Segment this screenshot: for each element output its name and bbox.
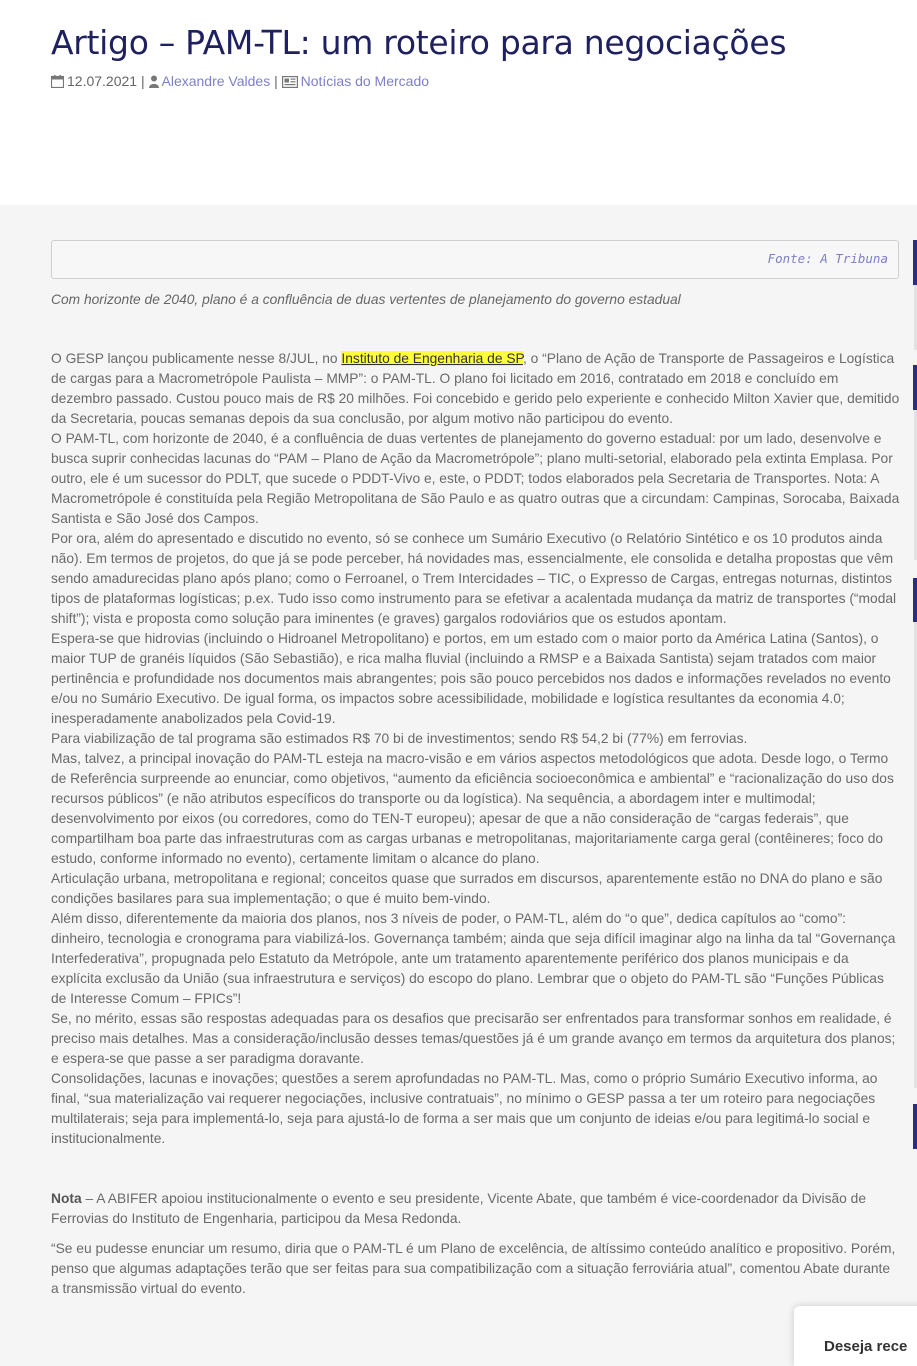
- paragraph: Por ora, além do apresentado e discutido no evento, só se conhece um Sumário Executivo (o Relatório Sintético e os 10 produtos ainda não). Em termos de projetos, do que já se pode perceber, há novidades mas, essencialmente, ele consolida e detalha propostas que vêm sendo amadurecidas plano após plano; como o Ferroanel, o Trem Intercidades – TIC, o Expresso de Cargas, entregas noturnas, distintos tipos de plataformas logísticas; p.ex. Tudo isso como instrumento para se efetivar a acalentada mudança da matriz de transportes (“modal shift”); vista e proposta como solução para iminentes (e graves) gargalos rodoviários que os estudos apontam.: [51, 531, 897, 626]
- meta-separator: |: [140, 73, 145, 89]
- paragraph: Além disso, diferentemente da maioria dos planos, nos 3 níveis de poder, o PAM-TL, além do “o que”, dedica capítulos ao “como”: dinheiro, tecnologia e cronograma para viabilizá-los. Governança também; ainda que seja difícil imaginar algo na linha da tal “Governança Interfederativa”, propugnada pelo Estatuto da Metrópole, ante um tratamento aparentemente periférico dos planos municipais e da explícita exclusão da União (sua infraestrutura e serviços) do escopo do plano. Lembrar que o objeto do PAM-TL são “Funções Públicas de Interesse Comum – FPICs”!: [51, 911, 896, 1006]
- sidebar-widget-edge: [913, 240, 917, 285]
- paragraph: Espera-se que hidrovias (incluindo o Hidroanel Metropolitano) e portos, em um estado com o maior porto da América Latina (Santos), o maior TUP de granéis líquidos (São Sebastião), e rica malha fluvial (incluindo a RMSP e a Baixada Santista) sejam tratados com maior pertinência e profundidade nos documentos mais abrangentes; pois são pouco percebidos nos dados e informações revelados no evento e/ou no Sumário Executivo. De igual forma, os impactos sobre acessibilidade, mobilidade e logística resultantes da economia 4.0; inesperadamente anabolizados pela Covid-19.: [51, 631, 891, 726]
- quote-paragraph: “Se eu pudesse enunciar um resumo, diria que o PAM-TL é um Plano de excelência, de altíssimo conteúdo analítico e propositivo. Porém, penso que algumas adaptações terão que ser feitas para sua compatibilização com a situação ferroviária atual”, comentou Abate durante a transmissão virtual do evento.: [51, 1241, 896, 1296]
- article-header: [0, 0, 917, 205]
- page-title: Artigo – PAM-TL: um roteiro para negociações: [51, 23, 787, 62]
- source-box: [51, 240, 899, 279]
- author-link[interactable]: Alexandre Valdes: [161, 73, 271, 89]
- post-meta: [51, 72, 429, 92]
- post-date: 12.07.2021: [67, 73, 138, 89]
- source-label: Fonte: A Tribuna: [767, 251, 888, 266]
- newspaper-icon: [282, 74, 298, 92]
- paragraph: O GESP lançou publicamente nesse 8/JUL, no Instituto de Engenharia de SP, o “Plano de Ação de Transporte de Passageiros e Logística de cargas para a Macrometrópole Paulista – MMP”: o PAM-TL. O plano foi licitado em 2016, contratado em 2018 e concluído em dezembro passado. Custou pouco mais de R$ 20 milhões. Foi concebido e gerido pelo experiente e conhecido Milton Xavier que, demitido da Secretaria, poucas semanas depois da sua conclusão, por algum motivo não participou do evento.: [51, 351, 900, 426]
- spacer: [51, 1229, 901, 1239]
- instituto-link[interactable]: Instituto de Engenharia de SP: [341, 351, 523, 366]
- paragraph: Consolidações, lacunas e inovações; questões a serem aprofundadas no PAM-TL. Mas, como o próprio Sumário Executivo informa, ao final, “sua materialização vai requerer negociações, inclusive contratuais”, no mínimo o GESP passa a ter um roteiro para negociações multilaterais; seja para implementá-lo, seja para ajustá-lo de forma a ser mais que um conjunto de ideias e/ou para legitimá-lo social e institucionalmente.: [51, 1071, 878, 1146]
- sidebar-widget-edge: [913, 1104, 917, 1149]
- paragraph: O PAM-TL, com horizonte de 2040, é a confluência de duas vertentes de planejamento do governo estadual: por um lado, desenvolve e busca suprir conhecidas lacunas do “PAM – Plano de Ação da Macrometrópole”; plano multi-setorial, elaborado pela extinta Emplasa. Por outro, ele é um sucessor do PDLT, que sucede o PDDT-Vivo e, este, o PDDT; todos elaborados pela Secretaria de Transportes. Nota: A Macrometrópole é constituída pela Região Metropolitana de São Paulo e as quatro outras que a circundam: Campinas, Sorocaba, Baixada Santista e São José dos Campos.: [51, 431, 900, 526]
- sidebar-widget-edge: [913, 578, 917, 622]
- category-link[interactable]: Notícias do Mercado: [300, 73, 430, 89]
- user-icon: [149, 74, 159, 92]
- calendar-icon: [51, 74, 64, 92]
- paragraph: Para viabilização de tal programa são estimados R$ 70 bi de investimentos; sendo R$ 54,2 bi (77%) em ferrovias.: [51, 731, 748, 746]
- popup-title: Deseja rece: [824, 1338, 908, 1355]
- sidebar-widget-edge: [913, 365, 917, 410]
- subscribe-popup[interactable]: [794, 1306, 917, 1366]
- spacer: [51, 1149, 901, 1189]
- paragraph: Mas, talvez, a principal inovação do PAM-TL esteja na macro-visão e em vários aspectos metodológicos que adota. Desde logo, o Termo de Referência surpreende ao enunciar, como objetivos, “aumento da eficiência socioeconômica e ambiental” e “racionalização do uso dos recursos públicos” (e não atributos específicos do transporte ou da logística). Na sequência, a abordagem inter e multimodal; desenvolvimento por eixos (ou corredores, como do TEN-T europeu); apesar de que a não consideração de “cargas federais”, que compartilham boa parte das infraestruturas com as cargas urbanas e metropolitanas, majoritariamente carga geral (contêineres; foco do estudo, conforme informado no evento), certamente limitam o alcance do plano.: [51, 751, 894, 866]
- note-label: Nota: [51, 1191, 82, 1206]
- note-paragraph: Nota – A ABIFER apoiou institucionalmente o evento e seu presidente, Vicente Abate, que também é vice-coordenador da Divisão de Ferrovias do Instituto de Engenharia, participou da Mesa Redonda.: [51, 1191, 867, 1226]
- image-caption: Com horizonte de 2040, plano é a confluência de duas vertentes de planejamento do governo estadual: [51, 292, 681, 307]
- paragraph: Se, no mérito, essas são respostas adequadas para os desafios que precisarão ser enfrentados para transformar sonhos em realidade, é preciso mais detalhes. Mas a consideração/inclusão desses temas/questões já é um grande avanço em termos da arquitetura dos planos; e espera-se que passe a ser paradigma doravante.: [51, 1011, 896, 1066]
- article-body: [51, 349, 901, 1299]
- meta-separator: |: [274, 73, 278, 89]
- paragraph: Articulação urbana, metropolitana e regional; conceitos quase que surrados em discursos, aparentemente estão no DNA do plano e são condições basilares para sua implementação; o que é muito bem-vindo.: [51, 871, 883, 906]
